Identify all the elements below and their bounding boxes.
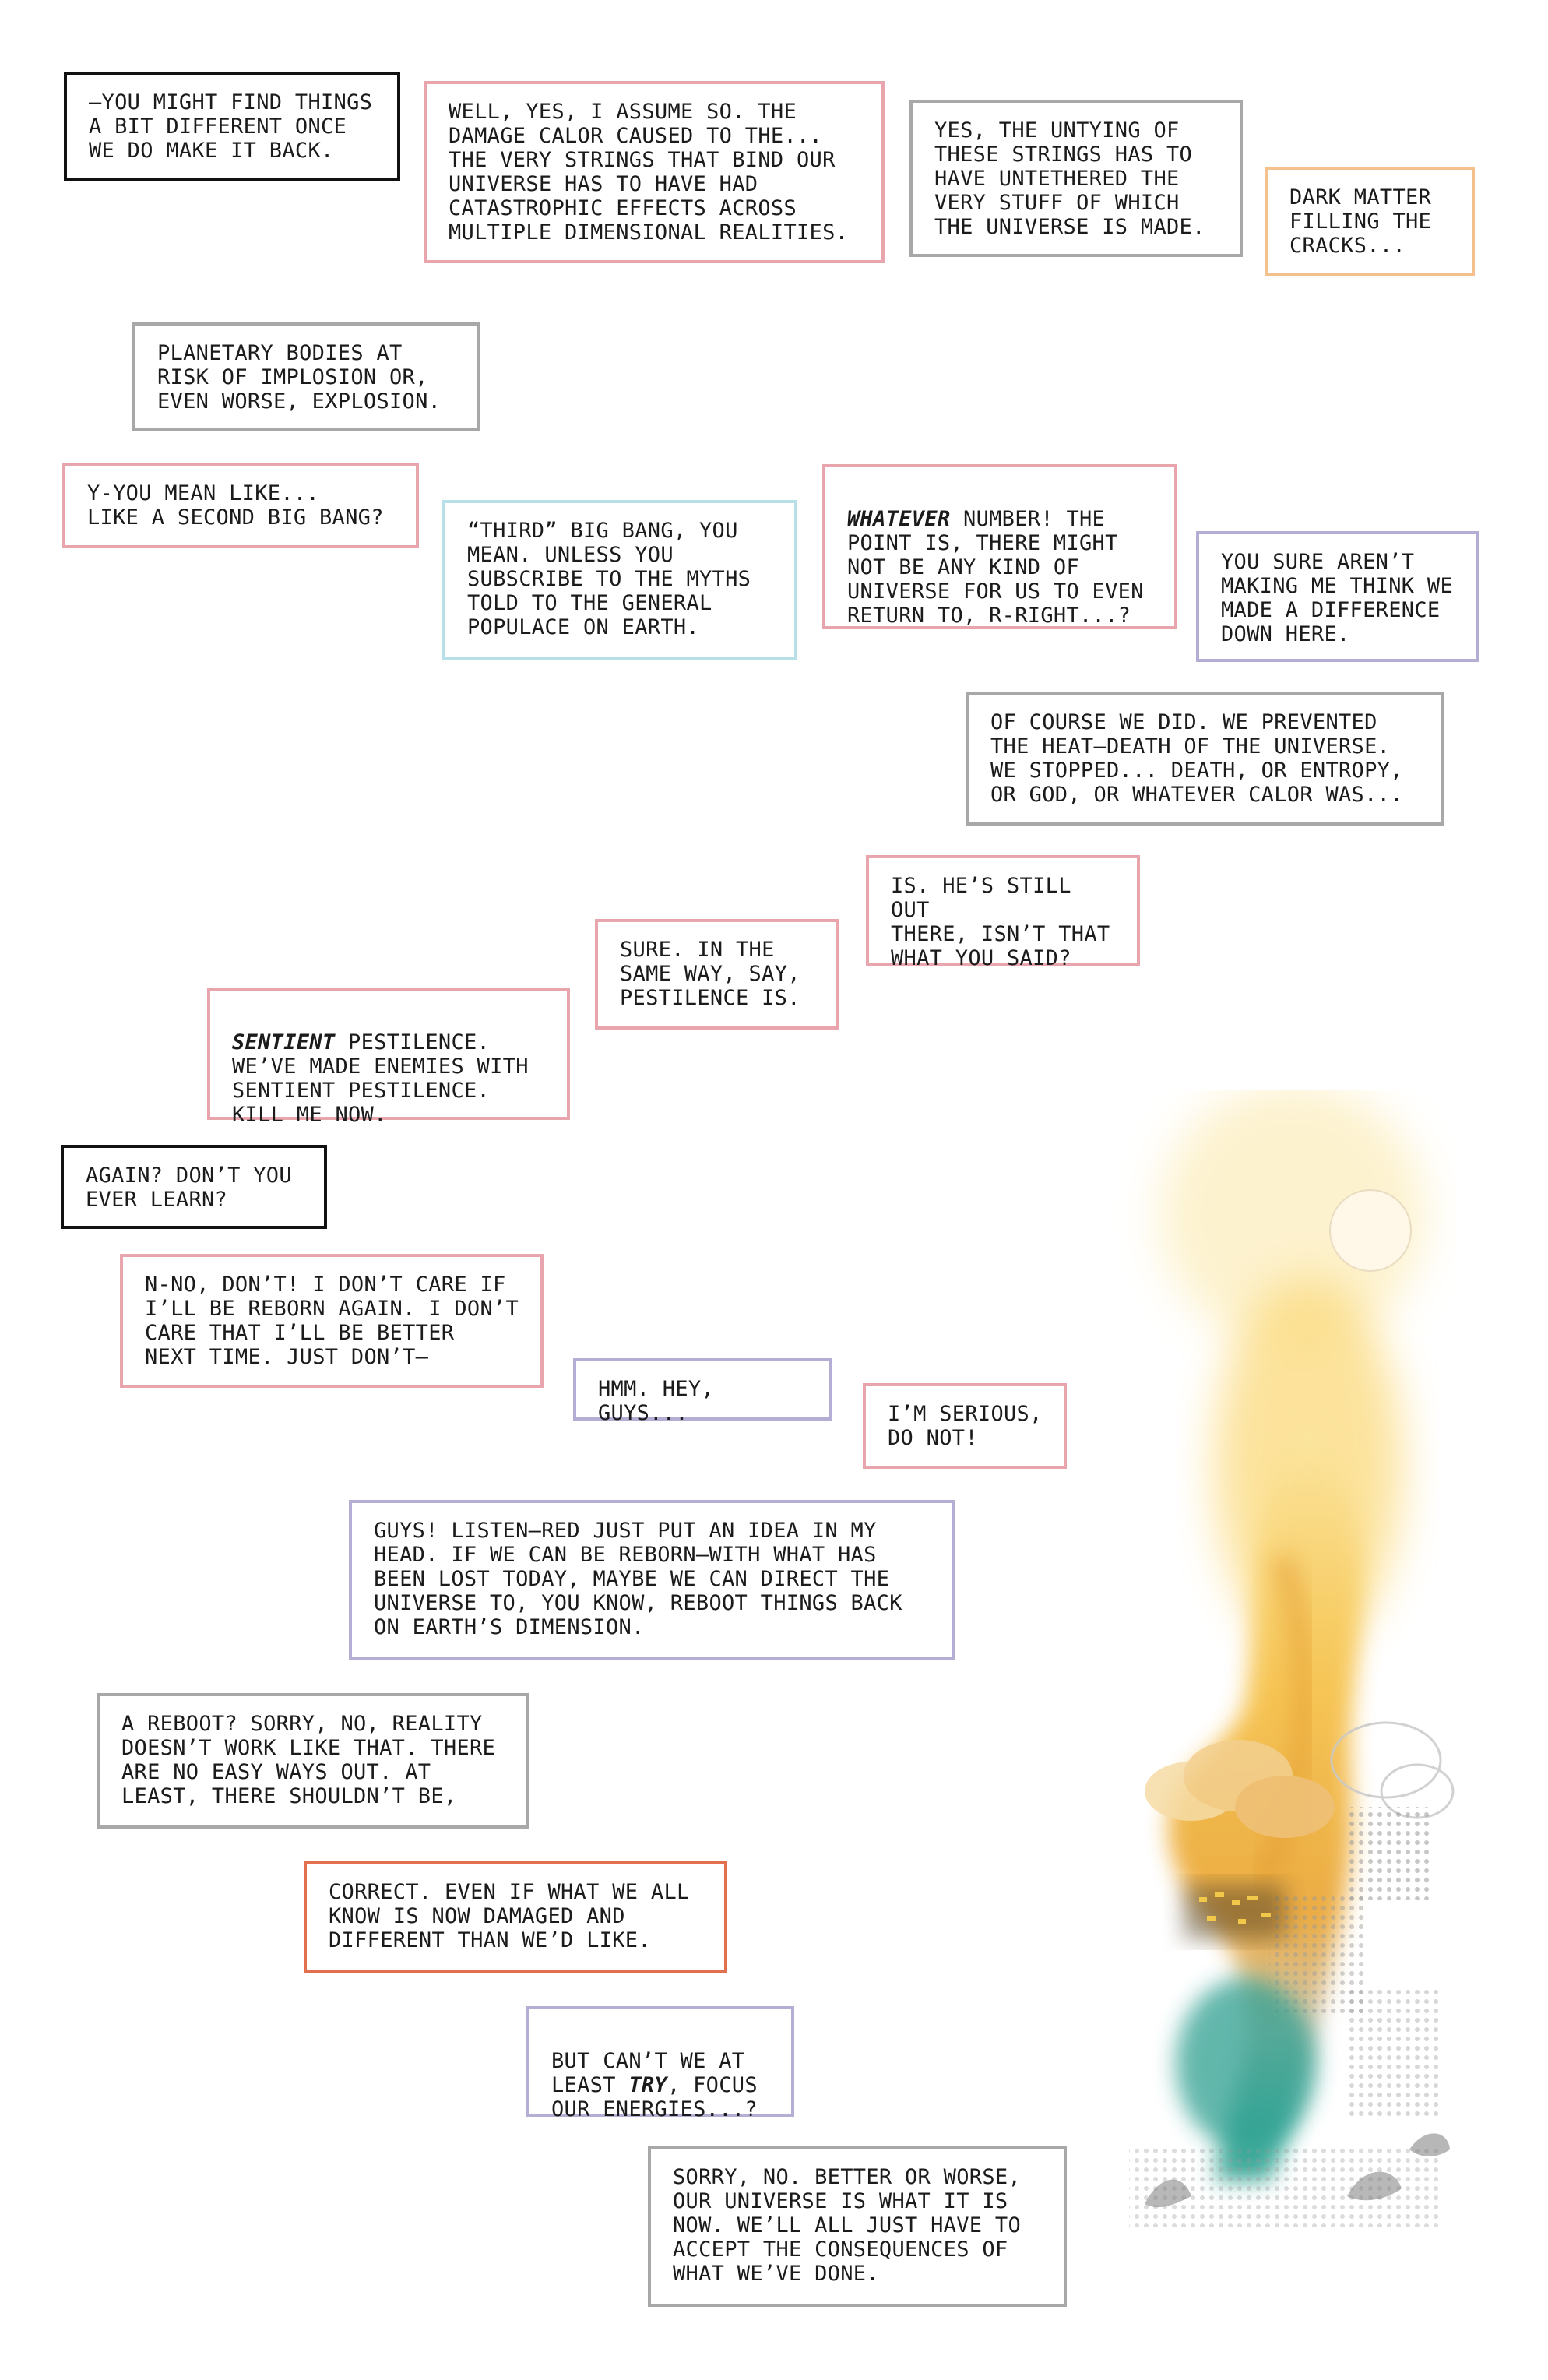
halftone-texture	[1347, 1807, 1433, 1900]
caption-box: YES, THE UNTYING OF THESE STRINGS HAS TO HAVE UNTETHERED THE VERY STUFF OF WHICH THE UNIVERSE IS MADE.	[909, 100, 1243, 257]
caption-box: SORRY, NO. BETTER OR WORSE, OUR UNIVERSE IS WHAT IT IS NOW. WE’LL ALL JUST HAVE TO ACCEPT THE CONSEQUENCES OF WHAT WE’VE DONE.	[648, 2146, 1067, 2307]
caption-box: —YOU MIGHT FIND THINGS A BIT DIFFERENT ONCE WE DO MAKE IT BACK.	[64, 72, 400, 181]
caption-text: , FOCUS OUR ENERGIES...?	[551, 2073, 758, 2121]
caption-box: Y-YOU MEAN LIKE... LIKE A SECOND BIG BANG?	[62, 463, 419, 548]
caption-box: N-NO, DON’T! I DON’T CARE IF I’LL BE REBORN AGAIN. I DON’T CARE THAT I’LL BE BETTER NEXT TIME. JUST DON’T—	[120, 1254, 544, 1388]
caption-emphasis: SENTIENT	[232, 1030, 336, 1054]
caption-box: I’M SERIOUS, DO NOT!	[863, 1383, 1067, 1469]
caption-box: GUYS! LISTEN—RED JUST PUT AN IDEA IN MY HEAD. IF WE CAN BE REBORN—WITH WHAT HAS BEEN LOST TODAY, MAYBE WE CAN DIRECT THE UNIVERSE TO, YOU KNOW, REBOOT THINGS BACK ON EARTH’S DIMENSION.	[349, 1500, 955, 1660]
watercolor-figure-illustration	[1114, 1090, 1456, 2235]
caption-text: BUT CAN’T WE AT LEAST	[551, 2049, 745, 2097]
caption-box: A REBOOT? SORRY, NO, REALITY DOESN’T WORK LIKE THAT. THERE ARE NO EASY WAYS OUT. AT LEAST, THERE SHOULDN’T BE,	[97, 1693, 529, 1829]
caption-box	[822, 464, 1177, 629]
caption-box: CORRECT. EVEN IF WHAT WE ALL KNOW IS NOW DAMAGED AND DIFFERENT THAN WE’D LIKE.	[304, 1861, 727, 1973]
caption-box: OF COURSE WE DID. WE PREVENTED THE HEAT—DEATH OF THE UNIVERSE. WE STOPPED... DEATH, OR ENTROPY, OR GOD, OR WHATEVER CALOR WAS...	[966, 692, 1444, 826]
caption-box: HMM. HEY, GUYS...	[573, 1358, 832, 1421]
caption-box: SURE. IN THE SAME WAY, SAY, PESTILENCE IS.	[595, 919, 839, 1030]
moon-shape	[1330, 1190, 1411, 1271]
caption-box: YOU SURE AREN’T MAKING ME THINK WE MADE A DIFFERENCE DOWN HERE.	[1196, 531, 1479, 662]
halftone-texture	[1347, 1986, 1441, 2118]
caption-box: AGAIN? DON’T YOU EVER LEARN?	[61, 1145, 327, 1229]
caption-box	[526, 2006, 794, 2121]
caption-emphasis: WHATEVER	[847, 507, 951, 531]
caption-text: NUMBER! THE POINT IS, THERE MIGHT NOT BE ANY KIND OF UNIVERSE FOR US TO EVEN RETURN TO, R-RIGHT...?	[847, 507, 1144, 628]
caption-box: PLANETARY BODIES AT RISK OF IMPLOSION OR, EVEN WORSE, EXPLOSION.	[132, 322, 480, 431]
city-silhouette	[1184, 1885, 1285, 1939]
watercolor-wash	[1176, 1978, 1316, 2149]
caption-box: “THIRD” BIG BANG, YOU MEAN. UNLESS YOU SUBSCRIBE TO THE MYTHS TOLD TO THE GENERAL POPULACE ON EARTH.	[442, 500, 797, 660]
caption-box: WELL, YES, I ASSUME SO. THE DAMAGE CALOR CAUSED TO THE... THE VERY STRINGS THAT BIND OUR UNIVERSE HAS TO HAVE HAD CATASTROPHIC EFFECTS ACROSS MULTIPLE DIMENSIONAL REALITIES.	[424, 81, 885, 263]
caption-box: IS. HE’S STILL OUT THERE, ISN’T THAT WHAT YOU SAID?	[866, 855, 1140, 966]
caption-box	[207, 988, 570, 1127]
caption-box: DARK MATTER FILLING THE CRACKS...	[1265, 167, 1475, 276]
caption-text: PESTILENCE. WE’VE MADE ENEMIES WITH SENTIENT PESTILENCE. KILL ME NOW.	[232, 1030, 529, 1127]
caption-emphasis: TRY	[628, 2073, 668, 2097]
